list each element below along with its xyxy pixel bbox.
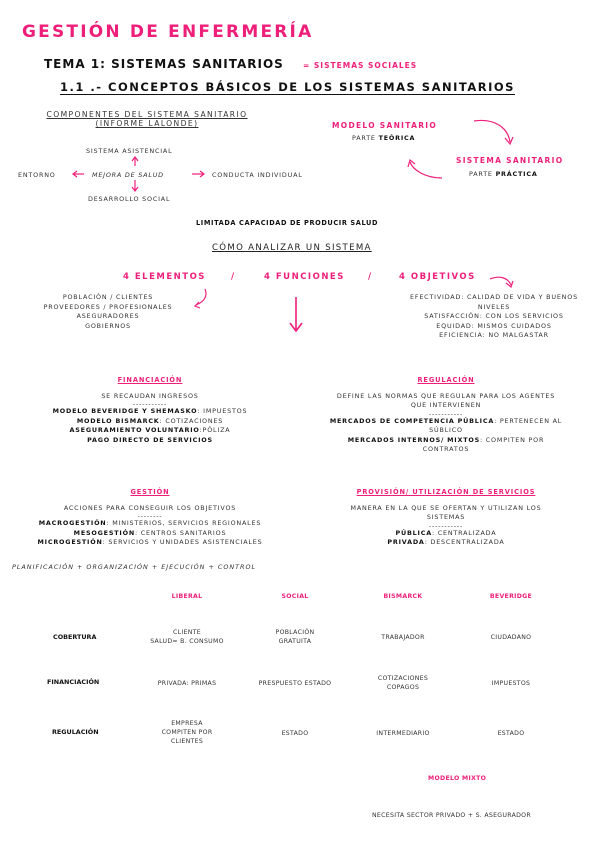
regulacion-item-rest: : COMPITEN POR [480, 435, 545, 444]
gestion-block [20, 488, 280, 548]
provision-item-rest: : CENTRALIZADA [431, 528, 497, 537]
section-heading: 1.1 .- CONCEPTOS BÁSICOS DE LOS SISTEMAS SANITARIOS [60, 80, 515, 94]
curve-elementos-icon [196, 289, 206, 305]
separator-2: / [368, 272, 373, 282]
financiacion-item-bold: ASEGURAMIENTO VOLUNTARIO [69, 426, 200, 434]
financiacion-item [30, 436, 270, 446]
provision-title: PROVISIÓN/ UTILIZACIÓN DE SERVICIOS [356, 488, 536, 496]
curve-arrow-icon [474, 120, 510, 142]
table-cell [353, 729, 453, 738]
regulacion-desc-1: DEFINE LAS NORMAS QUE REGULAN PARA LOS AGENTES [336, 391, 556, 400]
objetivo-item: EQUIDAD: MISMOS CUIDADOS [436, 321, 552, 330]
gestion-item-bold: MACROGESTIÓN [38, 519, 107, 527]
provision-desc-2: SISTEMAS [426, 513, 466, 521]
table-cell-line: COTIZACIONES [377, 675, 429, 682]
funciones-heading: 4 FUNCIONES [264, 272, 345, 282]
regulacion-item-bold: MERCADOS DE COMPETENCIA PÚBLICA [329, 416, 495, 425]
financiacion-item [30, 417, 270, 427]
table-cell [245, 628, 345, 646]
objetivo-item: EFECTIVIDAD: CALIDAD DE VIDA Y BUENOS [410, 293, 578, 301]
provision-block [318, 488, 574, 548]
componente-right: CONDUCTA INDIVIDUAL [212, 171, 303, 179]
componentes-title-line1: COMPONENTES DEL SISTEMA SANITARIO [46, 110, 248, 119]
modelo-sanitario-label: MODELO SANITARIO [332, 121, 438, 130]
table-cell-line: TRABAJADOR [381, 634, 425, 641]
financiacion-desc: SE RECAUDAN INGRESOS [101, 391, 199, 400]
provision-item-rest: : DESCENTRALIZADA [424, 538, 505, 546]
provision-item-bold: PRIVADA [387, 538, 425, 546]
componente-left: ENTORNO [18, 171, 56, 179]
limitada-capacidad: LIMITADA CAPACIDAD DE PRODUCIR SALUD [196, 219, 379, 227]
curve-return-arrow-icon [410, 162, 442, 178]
table-cell [137, 719, 237, 746]
sistema-sanitario-label: SISTEMA SANITARIO [456, 156, 564, 165]
table-cell-line: COPAGOS [386, 684, 420, 691]
modelo-mixto-title: MODELO MIXTO [428, 775, 487, 782]
componente-bottom: DESARROLLO SOCIAL [88, 195, 171, 203]
objetivo-item: NIVELES [477, 302, 511, 311]
modelo-parte-prefix: PARTE [352, 134, 376, 142]
table-cell [245, 729, 345, 738]
table-header-social: SOCIAL [281, 593, 309, 600]
elementos-heading: 4 ELEMENTOS [123, 272, 206, 282]
table-cell-line: PRIVADA: PRIMAS [157, 680, 217, 687]
gestion-item [20, 519, 280, 529]
regulacion-title: REGULACIÓN [417, 376, 475, 384]
gestion-item-rest: : CENTROS SANITARIOS [134, 528, 227, 537]
provision-item [318, 538, 574, 548]
provision-item [318, 529, 574, 539]
regulacion-block [306, 376, 586, 455]
table-cell-line: ESTADO [497, 730, 525, 737]
provision-desc-1: MANERA EN LA QUE SE OFERTAN Y UTILIZAN LOS [350, 503, 542, 512]
regulacion-item-bold: MERCADOS INTERNOS/ MIXTOS [347, 435, 480, 444]
gestion-item-rest: : MINISTERIOS, SERVICIOS REGIONALES [106, 519, 262, 527]
financiacion-item [30, 426, 270, 436]
elemento-item: ASEGURADORES [76, 312, 140, 320]
table-cell-line: CIUDADANO [490, 634, 532, 641]
objetivos-heading: 4 OBJETIVOS [399, 272, 476, 282]
table-cell [461, 679, 561, 688]
table-cell-line: INTERMEDIARIO [376, 730, 430, 737]
modelo-parte [352, 134, 415, 142]
financiacion-item-rest: :PÓLIZA [199, 426, 231, 434]
financiacion-block [30, 376, 270, 445]
table-cell-line: CLIENTE [173, 629, 201, 636]
componente-center: MEJORA DE SALUD [92, 171, 164, 179]
table-cell [461, 729, 561, 738]
sistema-parte-bold: PRÁCTICA [495, 170, 538, 178]
regulacion-desc-2: QUE INTERVIENEN [410, 401, 482, 409]
elemento-item: PROVEEDORES / PROFESIONALES [43, 302, 173, 311]
table-row-label-financiacion: FINANCIACIÓN [47, 678, 100, 686]
table-cell [461, 633, 561, 642]
regulacion-item-cont: SÚBLICO [429, 426, 463, 434]
componente-top: SISTEMA ASISTENCIAL [86, 147, 173, 155]
financiacion-title: FINANCIACIÓN [117, 376, 183, 384]
table-header-liberal: LIBERAL [171, 593, 203, 600]
table-cell-line: PRESPUESTO ESTADO [258, 680, 332, 687]
page-title: GESTIÓN DE ENFERMERÍA [22, 22, 314, 42]
gestion-dashes: -------- [137, 512, 163, 520]
objetivos-list [388, 293, 600, 341]
table-cell [137, 679, 237, 688]
financiacion-item [30, 407, 270, 417]
financiacion-item-rest: : IMPUESTOS [197, 407, 248, 415]
gestion-desc: ACCIONES PARA CONSEGUIR LOS OBJETIVOS [63, 503, 237, 512]
regulacion-item-rest: : PERTENECEN AL [494, 416, 563, 425]
table-cell-line: IMPUESTOS [491, 680, 531, 687]
modelo-mixto-desc: NECESITA SECTOR PRIVADO + S. ASEGURADOR [372, 812, 531, 819]
table-cell-line: SALUD= B. CONSUMO [150, 638, 224, 645]
objetivo-item: SATISFACCIÓN: CON LOS SERVICIOS [424, 312, 564, 320]
financiacion-item-bold: PAGO DIRECTO DE SERVICIOS [87, 435, 213, 444]
provision-item-bold: PÚBLICA [395, 528, 432, 537]
gestion-title: GESTIÓN [130, 488, 170, 496]
table-cell [245, 679, 345, 688]
sistema-parte [469, 170, 538, 178]
table-header-beveridge: BEVERIDGE [489, 593, 533, 600]
table-cell-line: POBLACIÓN [275, 629, 315, 636]
financiacion-item-bold: MODELO BISMARCK [76, 416, 160, 425]
regulacion-item [306, 436, 586, 446]
table-cell-line: GRATUITA [278, 638, 312, 645]
table-cell-line: COMPITEN POR [161, 729, 213, 736]
regulacion-item [306, 417, 586, 427]
gestion-item-bold: MICROGESTIÓN [37, 538, 103, 546]
regulacion-dashes: ----------- [428, 409, 464, 418]
gestion-item [20, 529, 280, 539]
gestion-item-rest: : SERVICIOS Y UNIDADES ASISTENCIALES [102, 538, 263, 546]
table-cell [137, 628, 237, 646]
gestion-item [20, 538, 280, 548]
table-header-bismarck: BISMARCK [383, 593, 423, 600]
table-cell-line: CLIENTES [170, 738, 204, 745]
financiacion-dashes: ----------- [132, 400, 168, 408]
gestion-item-bold: MESOGESTIÓN [73, 528, 135, 537]
elementos-list [20, 293, 196, 331]
table-cell [353, 674, 453, 692]
tema-heading: TEMA 1: SISTEMAS SANITARIOS [44, 57, 284, 71]
tema-subtitle: = SISTEMAS SOCIALES [303, 61, 418, 70]
provision-dashes: ----------- [428, 521, 464, 530]
regulacion-item-cont: CONTRATOS [422, 445, 470, 453]
sistema-parte-prefix: PARTE [469, 170, 493, 178]
table-cell-line: ESTADO [281, 730, 309, 737]
analizar-title: CÓMO ANALIZAR UN SISTEMA [212, 243, 372, 253]
table-cell-line: EMPRESA [171, 720, 203, 727]
elemento-item: GOBIERNOS [85, 321, 131, 330]
objetivo-item: EFICIENCIA: NO MALGASTAR [439, 331, 549, 339]
separator-1: / [231, 272, 236, 282]
table-row-label-cobertura: COBERTURA [53, 633, 97, 641]
financiacion-item-bold: MODELO BEVERIDGE Y SHEMASKO [52, 407, 198, 415]
modelo-parte-bold: TEÓRICA [378, 134, 416, 142]
table-row-label-regulacion: REGULACIÓN [52, 728, 99, 736]
componentes-title-line2: (INFORME LALONDE) [95, 119, 199, 128]
planificacion-formula: PLANIFICACIÓN + ORGANIZACIÓN + EJECUCIÓN + CONTROL [12, 563, 257, 571]
table-cell [353, 633, 453, 642]
elemento-item: POBLACIÓN / CLIENTES [62, 293, 154, 301]
financiacion-item-rest: : COTIZACIONES [159, 416, 224, 425]
